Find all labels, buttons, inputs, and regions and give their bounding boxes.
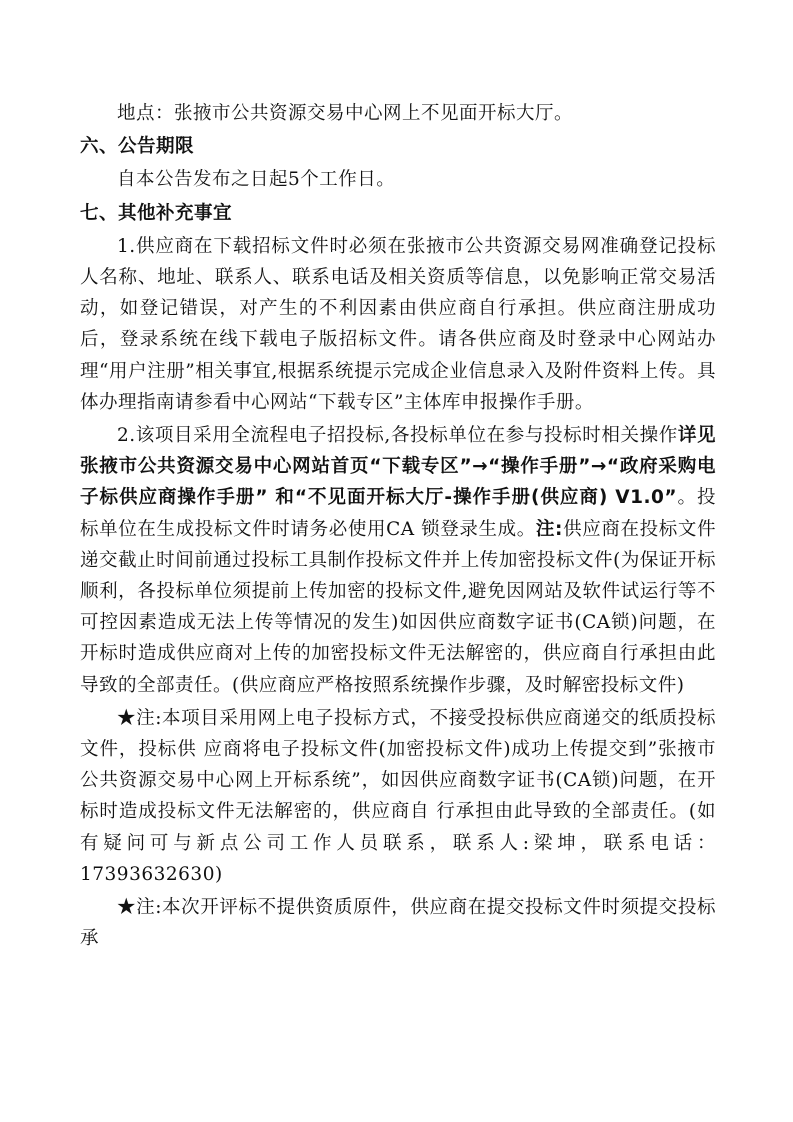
document-page [80,98,716,954]
star-note-2: ★注:本次开评标不提供资质原件，供应商在提交投标文件时须提交投标承 [80,897,716,950]
para2-ca-instruction: 。投标单位在生成投标文件时请务必使用CA 锁登录生成。 [80,487,716,540]
para2-note-label: 注: [535,518,563,540]
supplementary-paragraph-1: 1.供应商在下载招标文件时必须在张掖市公共资源交易网准确登记投标人名称、地址、联系人、联系电话及相关资质等信息，以免影响正常交易活动，如登记错误，对产生的不利因素由供应商自行承担。供应商注册成功后，登录系统在线下载电子版招标文件。请各供应商及时登录中心网站办理“用户注册”相关事宜,根据系统提示完成企业信息录入及附件资料上传。具体办理指南请参看中心网站“下载专区”主体库申报操作手册。 [80,235,716,413]
para2-bold-reference: 详见张掖市公共资源交易中心网站首页“下载专区”→“操作手册”→“政府采购电子标供应商操作手册” 和“不见面开标大厅-操作手册(供应商) V1.0” [80,425,716,509]
supplementary-paragraph-2 [80,420,716,701]
location-line: 地点：张掖市公共资源交易中心网上不见面开标大厅。 [117,103,574,124]
star-note-1: ★注:本项目采用网上电子投标方式，不接受投标供应商递交的纸质投标文件，投标供 应商将电子投标文件(加密投标文件)成功上传提交到”张掖市公共资源交易中心网上开标系统”，如因供应商数字证书(CA锁)问题，在开标时造成投标文件无法解密的，供应商自 行承担由此导致的全部责任。(如有疑问可与新点公司工作人员联系，联系人:梁坤，联系电话：17393632630) [80,707,716,885]
para2-intro: 2.该项目采用全流程电子招投标,各投标单位在参与投标时相关操作 [117,425,678,447]
section-7-heading: 七、其他补充事宜 [80,202,233,224]
para2-note-text: 供应商在投标文件递交截止时间前通过投标工具制作投标文件并上传加密投标文件(为保证开标顺利，各投标单位须提前上传加密的投标文件,避免因网站及软件试运行等不可控因素造成无法上传等情况的发生)如因供应商数字证书(CA锁)问题，在开标时造成供应商对上传的加密投标文件无法解密的，供应商自行承担由此导致的全部责任。(供应商应严格按照系统操作步骤，及时解密投标文件) [80,518,716,696]
section-6-heading: 六、公告期限 [80,136,195,158]
notice-period-text: 自本公告发布之日起5个工作日。 [117,169,396,191]
